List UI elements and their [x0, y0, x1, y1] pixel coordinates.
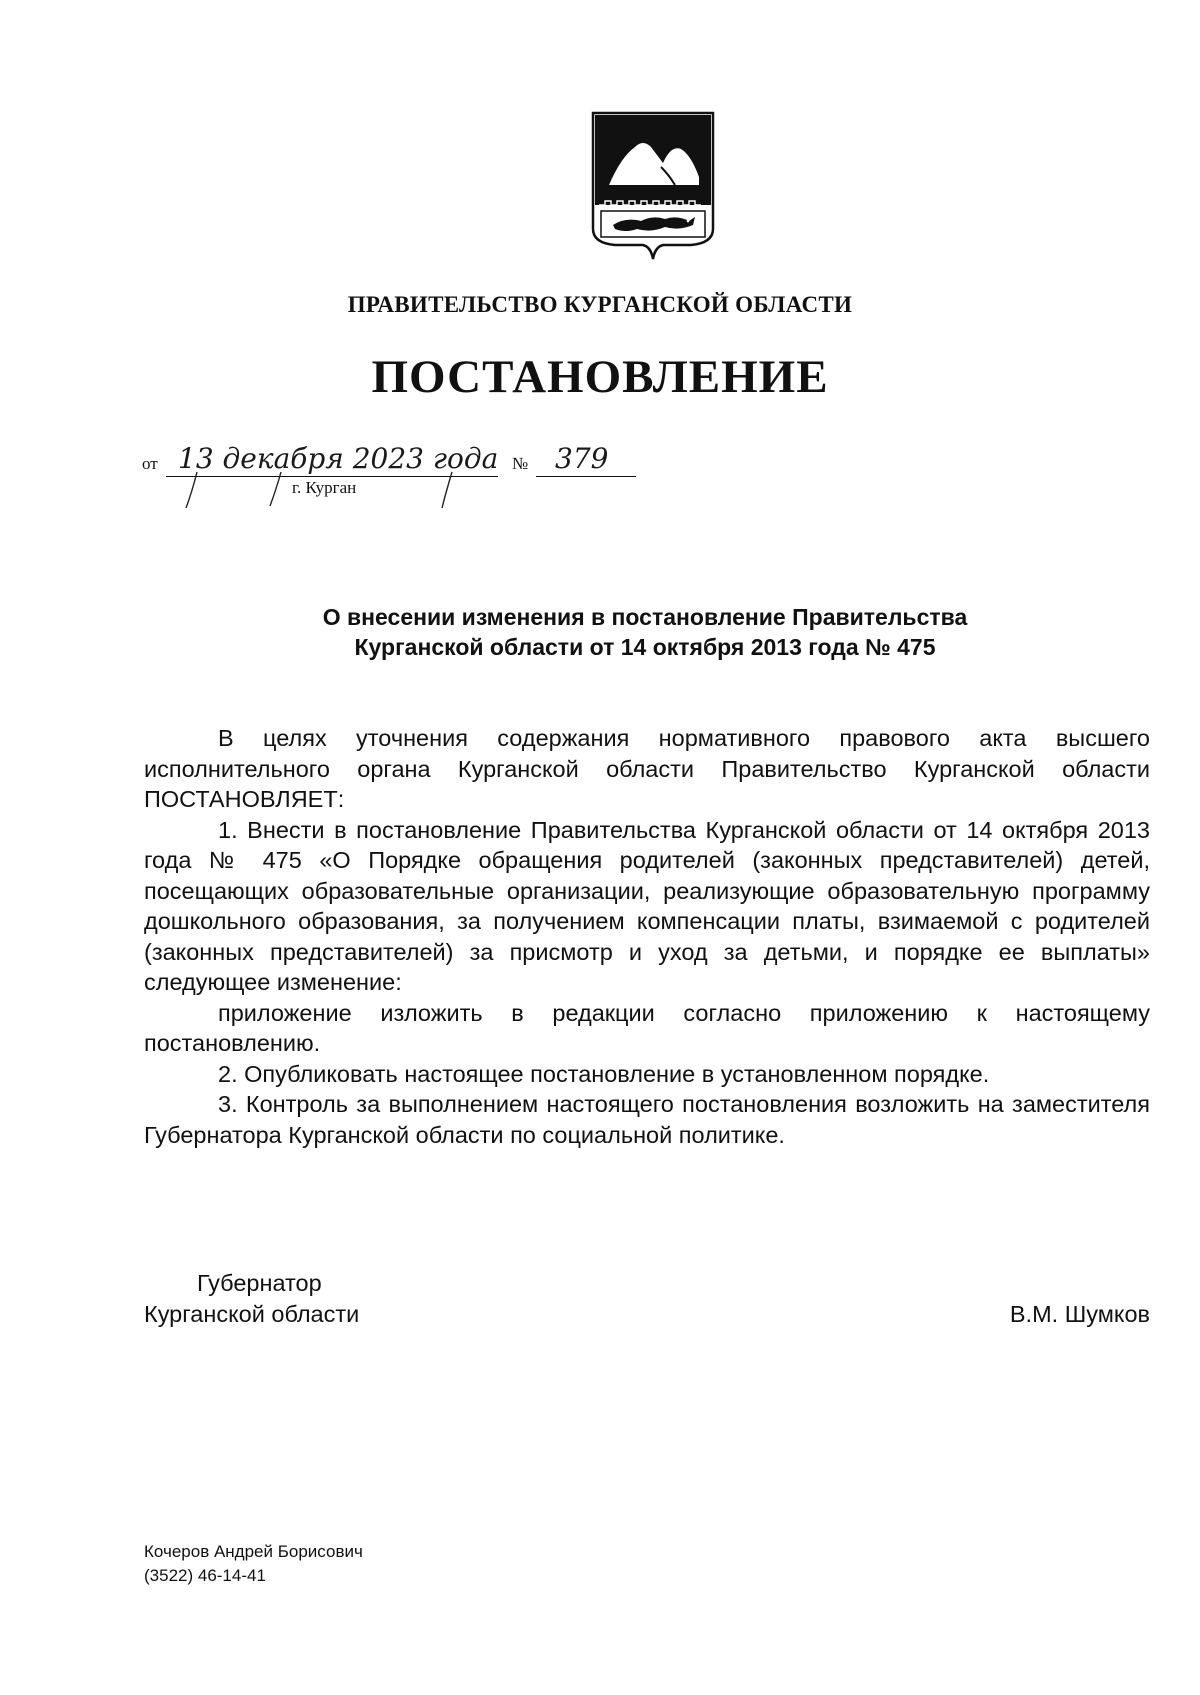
handwritten-number: 379: [555, 442, 609, 475]
document-type: ПОСТАНОВЛЕНИЕ: [371, 351, 829, 403]
contact-person: Кочеров Андрей Борисович: [144, 1542, 363, 1561]
coat-of-arms-icon: [591, 111, 715, 261]
contact-phone: (3522) 46-14-41: [144, 1566, 266, 1585]
city-label: г. Курган: [292, 478, 357, 497]
date-prefix-label: от: [142, 454, 158, 473]
organization-name: ПРАВИТЕЛЬСТВО КУРГАНСКОЙ ОБЛАСТИ: [347, 292, 853, 317]
signatory-position-line-1: Губернатор: [197, 1270, 322, 1296]
body-item-3: 3. Контроль за выполнением настоящего постановления возложить на заместителя Губернатора Курганской области по социальной политике.: [144, 1091, 1150, 1148]
number-label: №: [512, 454, 529, 473]
signature-block: [144, 1268, 1150, 1330]
handwritten-date: 13 декабря 2023 года: [178, 442, 499, 475]
document-title: [140, 602, 1150, 662]
document-body: [144, 723, 1150, 1150]
title-line-1: О внесении изменения в постановление Правительства: [322, 604, 968, 630]
title-line-2: Курганской области от 14 октября 2013 года № 475: [354, 634, 936, 660]
body-preamble: В целях уточнения содержания нормативного правового акта высшего исполнительного органа Курганской области Правительство Курганской области ПОСТАНОВЛЯЕТ:: [144, 725, 1150, 812]
signatory-name: В.М. Шумков: [1009, 1301, 1150, 1327]
signatory-position-line-2: Курганской области: [144, 1301, 360, 1327]
body-item-1: 1. Внести в постановление Правительства Курганской области от 14 октября 2013 года № 475 «О Порядке обращения родителей (законных представителей) детей, посещающих образовательные организации, реализующие образовательную программу дошкольного образования, за получением компенсации платы, взимаемой с родителей (законных представителей) за присмотр и уход за детьми, и порядке ее выплаты» следующее изменение:: [144, 816, 1150, 995]
date-number-line: [142, 442, 662, 512]
body-item-2: 2. Опубликовать настоящее постановление в установленном порядке.: [218, 1060, 990, 1087]
body-item-1-text: приложение изложить в редакции согласно приложению к настоящему постановлению.: [144, 999, 1150, 1056]
handwriting-strokes: [142, 442, 662, 512]
contact-block: [144, 1540, 363, 1588]
